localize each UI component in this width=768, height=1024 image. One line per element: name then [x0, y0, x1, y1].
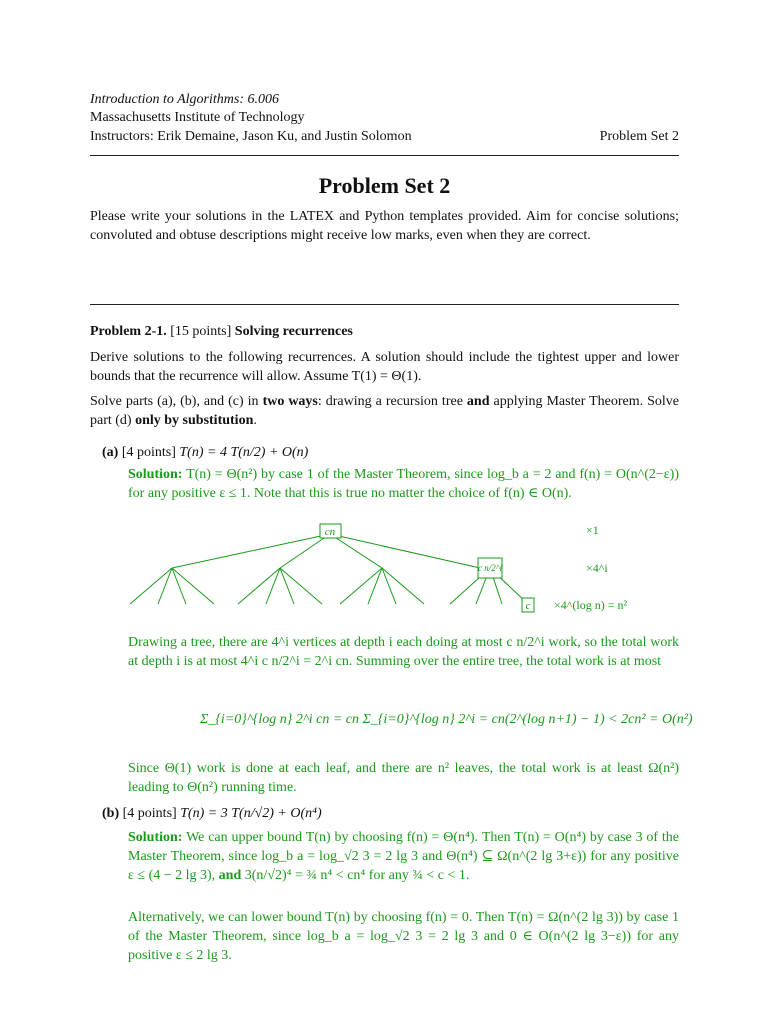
part-a-solution-label: Solution:	[128, 467, 183, 482]
part-b-label: (b)	[102, 806, 120, 821]
part-a-recurrence: T(n) = 4 T(n/2) + O(n)	[179, 445, 309, 460]
problem-instructions	[90, 392, 679, 430]
instr-text-4: .	[253, 413, 257, 428]
page	[90, 0, 693, 1024]
recursion-tree	[120, 518, 679, 618]
part-a-conclusion: Since Θ(1) work is done at each leaf, and there are n² leaves, the total work is at least Ω(n²) leading to Θ(n²) running time.	[128, 761, 679, 795]
problem-points: [15 points]	[170, 324, 232, 339]
summation-equation-text: Σ_{i=0}^{log n} 2^i cn = cn Σ_{i=0}^{log n} 2^i = cn(2^(log n+1) − 1) < 2cn² = O(n²)	[200, 712, 693, 727]
tree-row3-count: ×4^(log n) = n²	[554, 598, 628, 612]
part-b-solution-label: Solution:	[128, 830, 183, 845]
tree-root-label: cn	[324, 526, 336, 538]
part-b-solution	[128, 828, 679, 885]
problem-heading	[90, 322, 679, 341]
problem-name: Solving recurrences	[234, 324, 353, 339]
part-a-heading	[102, 443, 308, 462]
part-a-solution	[128, 465, 679, 503]
part-b-solution-text-2: 3(n/√2)⁴ = ¾ n⁴ < cn⁴ for any ¾ < c < 1.	[244, 868, 470, 883]
tree-row1-count: ×1	[586, 523, 599, 537]
problem-label: Problem 2-1.	[90, 324, 167, 339]
problem-description: Derive solutions to the following recurrences. A solution should include the tightest upper and lower bounds that the recurrence will allow. Assume T(1) = Θ(1).	[90, 350, 679, 384]
institution: Massachusetts Institute of Technology	[90, 110, 305, 125]
part-a-label: (a)	[102, 445, 119, 460]
part-b-solution-and: and	[218, 868, 242, 883]
part-a-solution-text: T(n) = Θ(n²) by case 1 of the Master Theorem, since log_b a = 2 and f(n) = O(n^(2−ε)) for any positive ε ≤ 1. Note that this is true no matter the choice of f(n) ∈ O(n).	[128, 467, 679, 501]
tree-mid-label: c n/2^i	[477, 563, 503, 573]
page-title: Problem Set 2	[318, 173, 451, 198]
part-b-heading	[102, 804, 322, 823]
course-title: Introduction to Algorithms: 6.006	[90, 92, 279, 107]
summation-equation	[200, 694, 693, 752]
part-a-points: [4 points]	[121, 445, 176, 460]
tree-leaf-label: c	[525, 600, 531, 612]
instr-text-3: applying Master Theorem. Solve part (d)	[90, 394, 680, 428]
header-rule	[90, 155, 679, 156]
part-b-recurrence: T(n) = 3 T(n/√2) + O(n⁴)	[180, 806, 322, 821]
part-b-alternative: Alternatively, we can lower bound T(n) by choosing f(n) = 0. Then T(n) = Ω(n^(2 lg 3)) by case 1 of the Master Theorem, since log_b a = log_√2 3 = 2 lg 3 and 0 ∈ O(n^(2 lg 3−ε)) for any positive ε ≤ 2 lg 3.	[128, 910, 679, 963]
instr-bold-substitution: only by substitution	[135, 413, 254, 428]
instr-bold-and: and	[466, 394, 490, 409]
tree-row2-count: ×4^i	[586, 561, 608, 575]
pset-label: Problem Set 2	[599, 129, 679, 144]
part-a-tree-text: Drawing a tree, there are 4^i vertices at depth i each doing at most c n/2^i work, so the total work at depth i is at most 4^i c n/2^i = 2^i cn. Summing over the entire tree, the total work is at most	[128, 635, 679, 669]
instr-text-1: Solve parts (a), (b), and (c) in	[90, 394, 259, 409]
instructors: Instructors: Erik Demaine, Jason Ku, and Justin Solomon	[90, 129, 412, 144]
instr-bold-two-ways: two ways	[262, 394, 318, 409]
instr-text-2: : drawing a recursion tree	[317, 394, 463, 409]
section-rule	[90, 304, 679, 305]
intro-paragraph: Please write your solutions in the LATEX and Python templates provided. Aim for concise solutions; convoluted and obtuse descriptions might receive low marks, even when they are correct.	[90, 209, 679, 243]
part-b-points: [4 points]	[122, 806, 177, 821]
part-b-solution-text-1: We can upper bound T(n) by choosing f(n) = Θ(n⁴). Then T(n) = O(n⁴) by case 3 of the Master Theorem, since log_b a = log_√2 3 = 2 lg 3 and Θ(n⁴) ⊆ Ω(n^(2 lg 3+ε)) for any positive ε ≤ (4 − 2 lg 3),	[128, 830, 680, 883]
